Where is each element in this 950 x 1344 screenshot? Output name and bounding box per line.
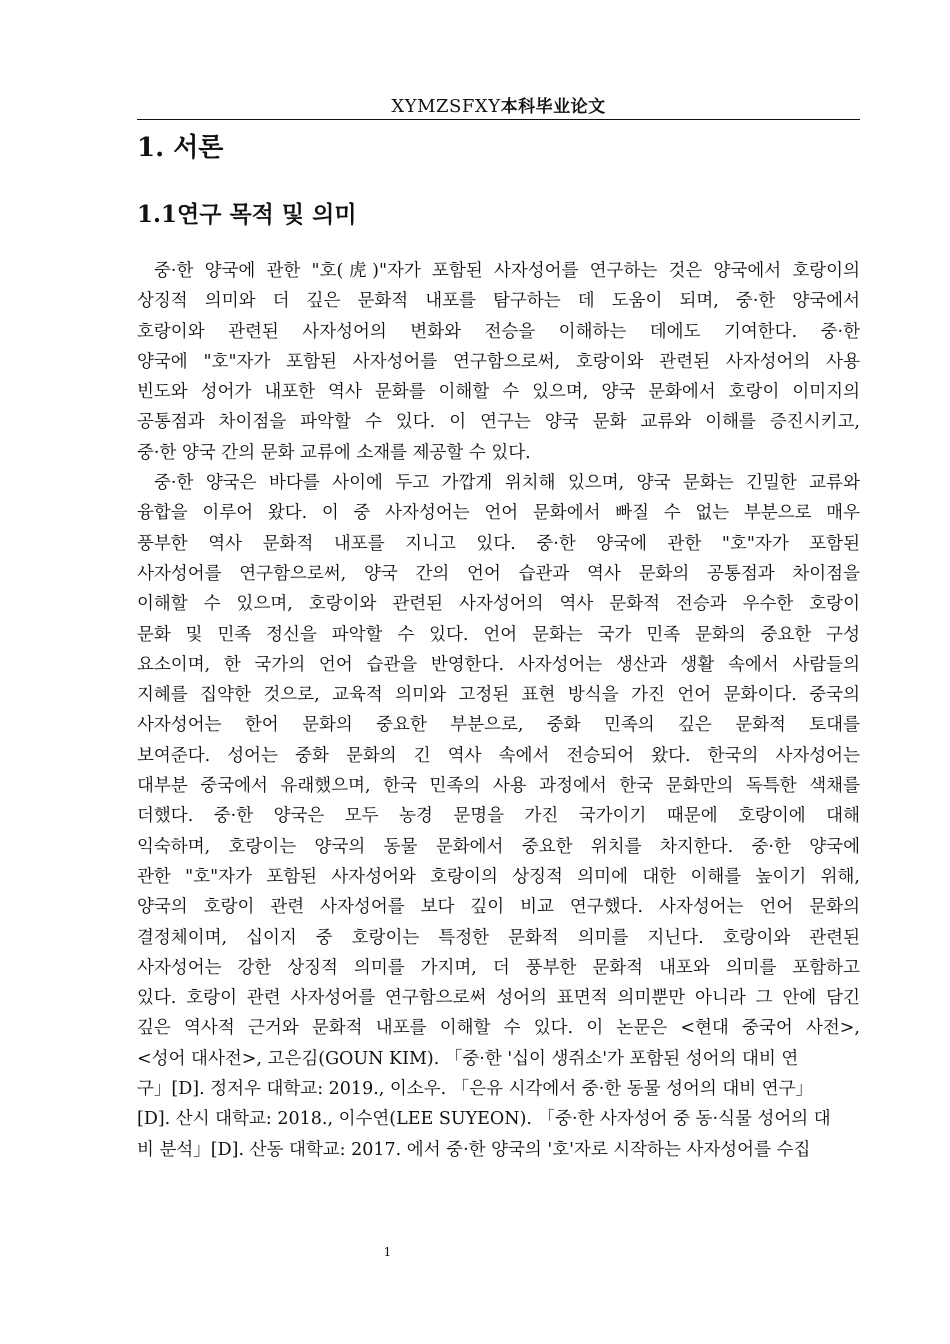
text-line: 융합을 이루어 왔다. 이 중 사자성어는 언어 문화에서 빠질 수 없는 부분으로 매우 bbox=[137, 503, 860, 524]
text-line: 풍부한 역사 문화적 내포를 지니고 있다. 중·한 양국에 관한 "호"자가 포함된 bbox=[137, 533, 860, 554]
text-line: 지혜를 집약한 것으로, 교육적 의미와 고정된 표현 방식을 가진 언어 문화이다. 중국의 bbox=[137, 685, 860, 706]
section-title: 1.1연구 목적 및 의미 bbox=[137, 201, 357, 228]
text-line: 빈도와 성어가 내포한 역사 문화를 이해할 수 있으며, 양국 문화에서 호랑이 이미지의 bbox=[137, 382, 860, 403]
text-line: 사자성어를 연구함으로써, 양국 간의 언어 습관과 역사 문화의 공통점과 차이점을 bbox=[137, 563, 860, 584]
text-line: 비 분석」[D]. 산동 대학교: 2017. 에서 중·한 양국의 '호'자로 시작하는 사자성어를 수집 bbox=[137, 1139, 811, 1160]
text-line: 상징적 의미와 더 깊은 문화적 내포를 탐구하는 데 도움이 되며, 중·한 양국에서 bbox=[137, 291, 860, 312]
text-line: 중·한 양국 간의 문화 교류에 소재를 제공할 수 있다. bbox=[137, 442, 531, 463]
running-header bbox=[137, 96, 860, 118]
text-line: [D]. 산시 대학교: 2018., 이수연(LEE SUYEON). 「중·한 사자성어 중 동·식물 성어의 대 bbox=[137, 1109, 831, 1130]
text-line: 깊은 역사적 근거와 문화적 내포를 이해할 수 있다. 이 논문은 <현대 중국어 사전>, bbox=[137, 1018, 860, 1039]
text-line: 구」[D]. 정저우 대학교: 2019., 이소우. 「은유 시각에서 중·한 동물 성어의 대비 연구」 bbox=[137, 1079, 814, 1100]
text-line: <성어 대사전>, 고은김(GOUN KIM). 「중·한 '십이 생쥐소'가 포함된 성어의 대비 연 bbox=[137, 1048, 799, 1069]
text-line: 더했다. 중·한 양국은 모두 농경 문명을 가진 국가이기 때문에 호랑이에 대해 bbox=[137, 806, 860, 827]
header-latin: XYMZSFXY bbox=[391, 96, 501, 117]
header-rule bbox=[137, 119, 860, 120]
text-line: 양국에 "호"자가 포함된 사자성어를 연구함으로써, 호랑이와 관련된 사자성어의 사용 bbox=[137, 351, 860, 372]
text-line: 문화 및 민족 정신을 파악할 수 있다. 언어 문화는 국가 민족 문화의 중요한 구성 bbox=[137, 624, 860, 645]
text-line: 대부분 중국에서 유래했으며, 한국 민족의 사용 과정에서 한국 문화만의 독특한 색채를 bbox=[137, 776, 860, 797]
text-line: 호랑이와 관련된 사자성어의 변화와 전승을 이해하는 데에도 기여한다. 중·한 bbox=[137, 321, 860, 342]
text-line: 이해할 수 있으며, 호랑이와 관련된 사자성어의 역사 문화적 전승과 우수한 호랑이 bbox=[137, 594, 860, 615]
text-line: 익숙하며, 호랑이는 양국의 동물 문화에서 중요한 위치를 차지한다. 중·한 양국에 bbox=[137, 836, 860, 857]
text-line: 관한 "호"자가 포함된 사자성어와 호랑이의 상징적 의미에 대한 이해를 높이기 위해, bbox=[137, 866, 860, 887]
page-number: 1 bbox=[383, 1245, 392, 1259]
text-line: 요소이며, 한 국가의 언어 습관을 반영한다. 사자성어는 생산과 생활 속에서 사람들의 bbox=[137, 654, 860, 675]
text-line: 양국의 호랑이 관련 사자성어를 보다 깊이 비교 연구했다. 사자성어는 언어 문화의 bbox=[137, 897, 860, 918]
text-line: 보여준다. 성어는 중화 문화의 긴 역사 속에서 전승되어 왔다. 한국의 사자성어는 bbox=[137, 745, 860, 766]
text-line: 사자성어는 강한 상징적 의미를 가지며, 더 풍부한 문화적 내포와 의미를 포함하고 bbox=[137, 957, 860, 978]
body-text bbox=[137, 256, 860, 1165]
chapter-title: 1. 서론 bbox=[137, 133, 224, 163]
text-line: 사자성어는 한어 문화의 중요한 부분으로, 중화 민족의 깊은 문화적 토대를 bbox=[137, 715, 860, 736]
text-line: 중·한 양국은 바다를 사이에 두고 가깝게 위치해 있으며, 양국 문화는 긴밀한 교류와 bbox=[154, 473, 860, 494]
text-line: 중·한 양국에 관한 "호(虎)"자가 포함된 사자성어를 연구하는 것은 양국에서 호랑이의 bbox=[154, 261, 860, 281]
text-line: 공통점과 차이점을 파악할 수 있다. 이 연구는 양국 문화 교류와 이해를 증진시키고, bbox=[137, 412, 860, 433]
header-cjk: 本科毕业论文 bbox=[500, 97, 606, 117]
text-line: 결정체이며, 십이지 중 호랑이는 특정한 문화적 의미를 지닌다. 호랑이와 관련된 bbox=[137, 927, 860, 948]
text-line: 있다. 호랑이 관련 사자성어를 연구함으로써 성어의 표면적 의미뿐만 아니라 그 안에 담긴 bbox=[137, 988, 860, 1009]
